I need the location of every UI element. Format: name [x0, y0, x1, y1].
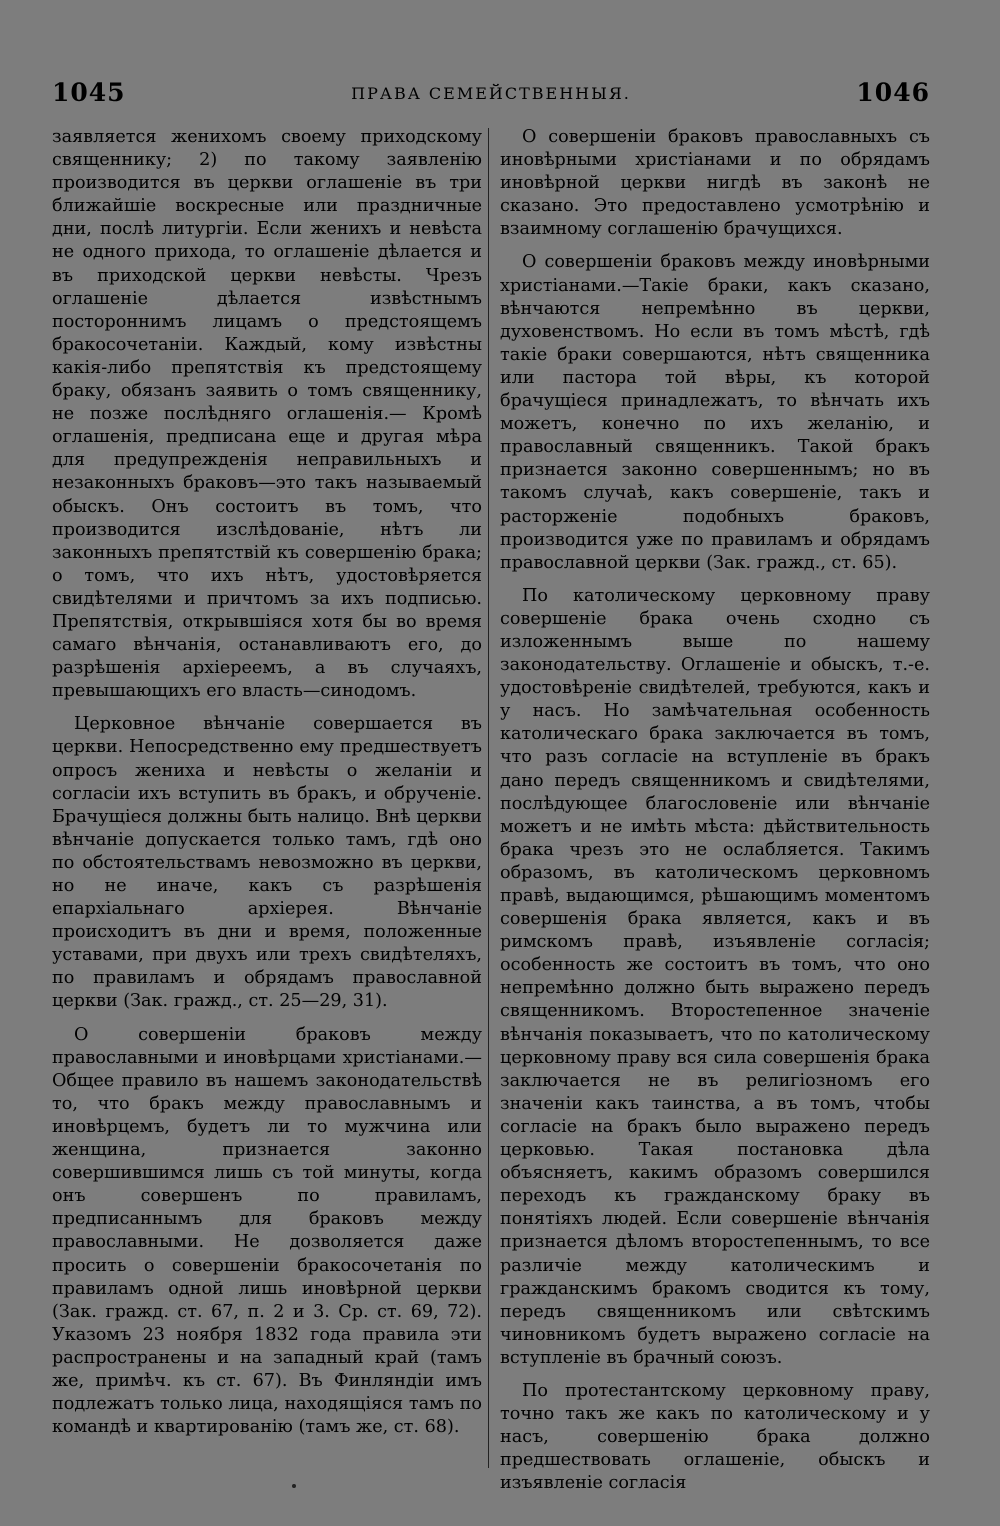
- right-paragraph-3: По католическому церковному праву совершеніе брака очень сходно съ изложеннымъ выше по нашему законодательству. Оглашеніе и обыскъ, т.-е. удостовѣреніе свидѣтелей, требуются, какъ и у насъ. Но замѣчательная особенность католическаго брака заключается въ томъ, что разъ согласіе на вступленіе въ бракъ дано передъ священникомъ и свидѣтелями, послѣдующее благословеніе или вѣнчаніе можетъ и не имѣть мѣста: дѣйствительность брака чрезъ это не ослабляется. Такимъ образомъ, въ католическомъ церковномъ правѣ, выдающимся, рѣшающимъ моментомъ совершенія брака является, какъ и въ римскомъ правѣ, изъявленіе согласія; особенность же состоитъ въ томъ, что оно непремѣнно должно быть выражено передъ священникомъ. Второстепенное значеніе вѣнчанія показываетъ, что по католическому церковному праву вся сила совершенія брака заключается не въ религіозномъ его значеніи какъ таинства, а въ томъ, чтобы согласіе на бракъ было выражено передъ церковью. Такая постановка дѣла объясняетъ, какимъ образомъ совершился переходъ къ гражданскому браку въ понятіяхъ людей. Если совершеніе вѣнчанія признается дѣломъ второстепеннымъ, то все различіе между католическимъ и гражданскимъ бракомъ сводится къ тому, передъ священникомъ или свѣтскимъ чиновникомъ будетъ выражено согласіе на вступленіе въ брачный союзъ.: [500, 585, 930, 1368]
- running-title: ПРАВА СЕМЕЙСТВЕННЫЯ.: [351, 84, 631, 103]
- page-number-right: 1046: [856, 78, 930, 107]
- right-column: [500, 126, 930, 1505]
- left-paragraph-1: заявляется женихомъ своему приходскому священнику; 2) по такому заявленію производится въ церкви оглашеніе въ три ближайшіе воскресные или праздничные дни, послѣ литургіи. Если женихъ и невѣста не одного прихода, то оглашеніе дѣлается и въ приходской церкви невѣсты. Чрезъ оглашеніе дѣлается извѣстнымъ постороннимъ лицамъ о предстоящемъ бракосочетаніи. Каждый, кому извѣстны какія-либо препятствія къ предстоящему браку, обязанъ заявить о томъ священнику, не позже послѣдняго оглашенія.— Кромѣ оглашенія, предписана еще и другая мѣра для предупрежденія неправильныхъ и незаконныхъ браковъ—это такъ называемый обыскъ. Онъ состоитъ въ томъ, что производится изслѣдованіе, нѣтъ ли законныхъ препятствій къ совершенію брака; о томъ, что ихъ нѣтъ, удостовѣряется свидѣтелями и причтомъ за ихъ подписью. Препятствія, открывшіяся хотя бы во время самаго вѣнчанія, останавливаютъ его, до разрѣшенія архіереемъ, а въ случаяхъ, превышающихъ его власть—синодомъ.: [52, 127, 482, 702]
- column-divider: [488, 128, 489, 1468]
- right-paragraph-1: О совершеніи браковъ православныхъ съ иновѣрными христіанами и по обрядамъ иновѣрной церкви нигдѣ въ законѣ не сказано. Это предоставлено усмотрѣнію и взаимному соглашенію брачущихся.: [500, 127, 930, 240]
- page-header: [52, 78, 930, 110]
- left-column: [52, 126, 482, 1449]
- print-speck: [292, 1484, 296, 1488]
- right-paragraph-2: О совершеніи браковъ между иновѣрными христіанами.—Такіе браки, какъ сказано, вѣнчаются непремѣнно въ церкви, духовенствомъ. Но если въ томъ мѣстѣ, гдѣ такіе браки совершаются, нѣтъ священника или пастора той вѣры, къ которой брачущіеся принадлежатъ, то вѣнчать ихъ можетъ, конечно по ихъ желанію, и православный священникъ. Такой бракъ признается законно совершеннымъ; но въ такомъ случаѣ, какъ совершеніе, такъ и расторженіе подобныхъ браковъ, производится уже по правиламъ и обрядамъ православной церкви (Зак. гражд., ст. 65).: [500, 252, 930, 573]
- right-paragraph-4: По протестантскому церковному праву, точно такъ же какъ по католическому и у насъ, совершенію брака должно предшествовать оглашеніе, обыскъ и изъявленіе согласія: [500, 1380, 930, 1494]
- left-paragraph-2: Церковное вѣнчаніе совершается въ церкви. Непосредственно ему предшествуетъ опросъ жениха и невѣсты о желаніи и согласіи ихъ вступить въ бракъ, и обрученіе. Брачущіеся должны быть налицо. Внѣ церкви вѣнчаніе допускается только тамъ, гдѣ оно по обстоятельствамъ невозможно въ церкви, но не иначе, какъ съ разрѣшенія епархіальнаго архіерея. Вѣнчаніе происходитъ въ дни и время, положенные уставами, при двухъ или трехъ свидѣтеляхъ, по правиламъ и обрядамъ православной церкви (Зак. гражд., ст. 25—29, 31).: [52, 714, 482, 1012]
- left-paragraph-3: О совершеніи браковъ между православными и иновѣрцами христіанами.—Общее правило въ нашемъ законодательствѣ то, что бракъ между православнымъ и иновѣрцемъ, будетъ ли то мужчина или женщина, признается законно совершившимся лишь съ той минуты, когда онъ совершенъ по правиламъ, предписаннымъ для браковъ между православными. Не дозволяется даже просить о совершеніи бракосочетанія по правиламъ одной лишь иновѣрной церкви (Зак. гражд. ст. 67, п. 2 и 3. Ср. ст. 69, 72). Указомъ 23 ноября 1832 года правила эти распространены и на западный край (тамъ же, примѣч. къ ст. 67). Въ Финляндіи имъ подлежатъ только лица, находящіяся тамъ по командѣ и квартированію (тамъ же, ст. 68).: [52, 1024, 482, 1438]
- page-number-left: 1045: [52, 78, 126, 107]
